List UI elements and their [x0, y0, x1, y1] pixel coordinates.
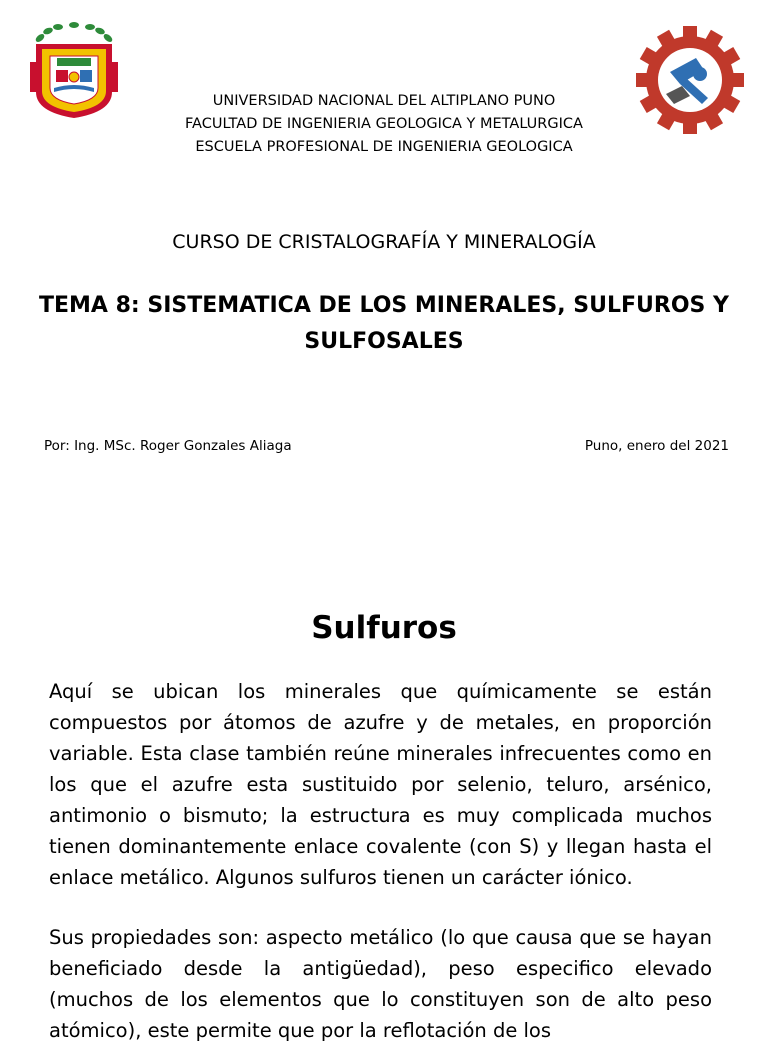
- paragraph-properties: Sus propiedades son: aspecto metálico (lo que causa que se hayan beneficiado desde la antigüedad), peso especifico elevado (muchos de los elementos que lo constituyen son de alto peso atómico), este permite que por la reflotación de los: [49, 926, 712, 1042]
- course-title: CURSO DE CRISTALOGRAFÍA Y MINERALOGÍA: [172, 231, 596, 253]
- paragraph-intro: Aquí se ubican los minerales que químicamente se están compuestos por átomos de azufre y de metales, en proporción variable. Esta clase también reúne minerales infrecuentes como en los que el azufre esta sustituido por selenio, teluro, arsénico, antimonio o bismuto; la estructura es muy complicada muchos tienen dominantemente enlace covalente (con S) y llegan hasta el enlace metálico. Algunos sulfuros tienen un carácter iónico.: [49, 680, 712, 889]
- university-name: UNIVERSIDAD NACIONAL DEL ALTIPLANO PUNO: [212, 93, 556, 109]
- school-name: ESCUELA PROFESIONAL DE INGENIERIA GEOLOGICA: [195, 139, 573, 155]
- slide-title: Sulfuros: [311, 610, 457, 646]
- theme-title: TEMA 8: SISTEMATICA DE LOS MINERALES, SULFUROS Y SULFOSALES: [38, 293, 729, 354]
- institution-header: [0, 90, 768, 159]
- faculty-name: FACULTAD DE INGENIERIA GEOLOGICA Y METALURGICA: [185, 116, 583, 132]
- author-line: Por: Ing. MSc. Roger Gonzales Aliaga: [44, 438, 292, 454]
- date-line: Puno, enero del 2021: [584, 438, 729, 454]
- content-slide: [0, 560, 768, 1042]
